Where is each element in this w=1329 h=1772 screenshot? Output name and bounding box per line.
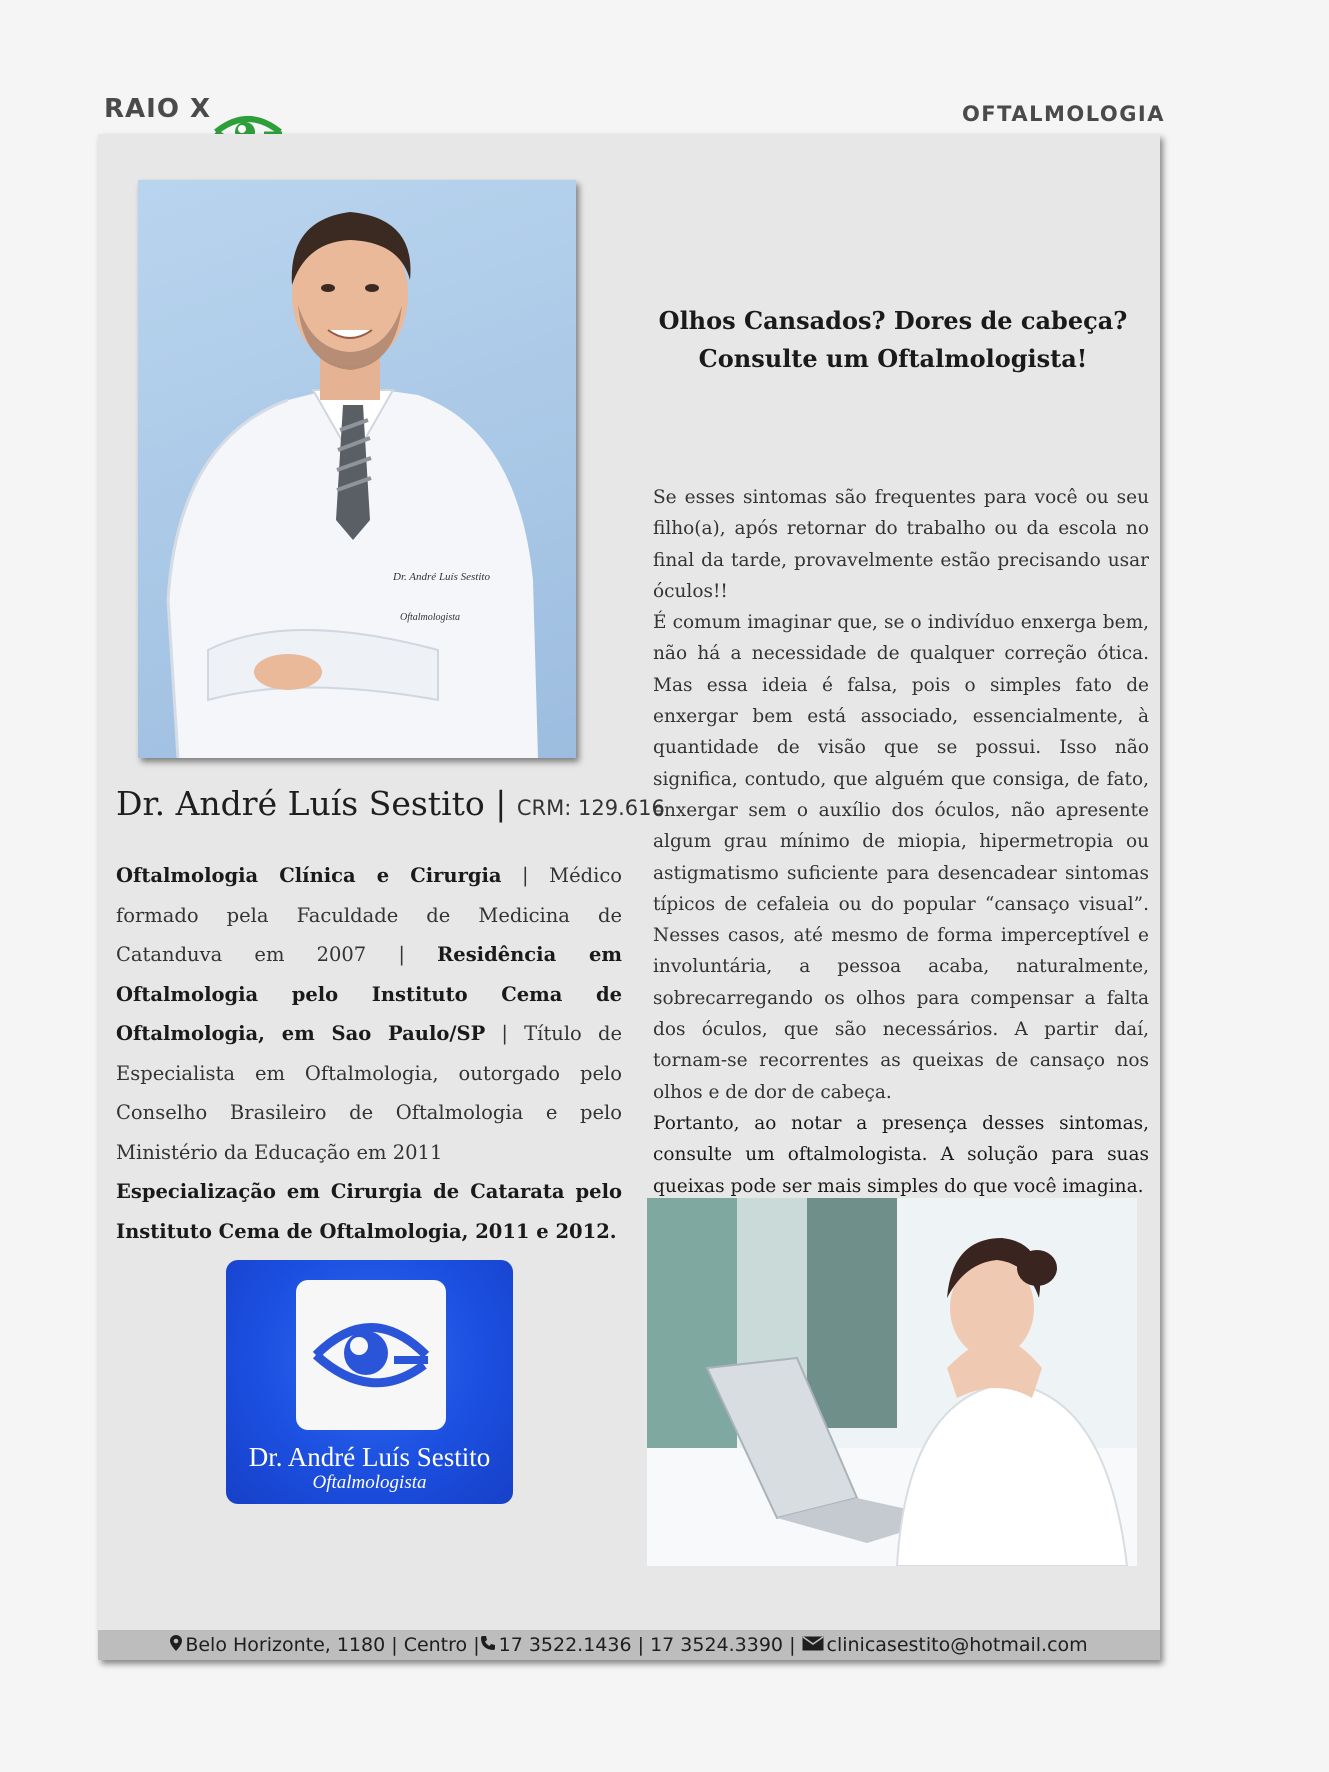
section-label: OFTALMOLOGIA bbox=[961, 102, 1165, 126]
footer-phone-2[interactable]: 17 3524.3390 bbox=[650, 1634, 784, 1656]
footer-address: Belo Horizonte, 1180 bbox=[185, 1634, 386, 1656]
article-paragraph-2: É comum imaginar que, se o indivíduo enxerga bem, não há a necessidade de qualquer correção ótica. Mas essa ideia é falsa, pois o simples fato de enxergar bem está associado, essencialmente, à quantidade de visão que se possui. Isso não significa, contudo, que alguém que consiga, de fato, enxergar sem o auxílio dos óculos, não apresente algum grau mínimo de miopia, hipermetropia ou astigmatismo suficiente para desencadear sintomas típicos de cefaleia ou do popular “cansaço visual”. Nesses casos, até mesmo de forma imperceptível e involuntária, a pessoa acaba, naturalmente, sobrecarregando os olhos para compensar a falta dos óculos, que são necessários. A partir daí, tornam-se recorrentes as queixas de cansaço nos olhos e de dor de cabeça. bbox=[653, 612, 1149, 1103]
logo-doctor-name: Dr. André Luís Sestito bbox=[248, 1442, 491, 1472]
bio-education: | Médico formado pela Faculdade de Medicina de Catanduva em 2007 | bbox=[116, 864, 622, 966]
clinic-logo-card bbox=[226, 1260, 513, 1504]
footer-phone-1[interactable]: 17 3522.1436 bbox=[498, 1634, 632, 1656]
doctor-name-line bbox=[116, 784, 665, 823]
footer-district: Centro bbox=[403, 1634, 468, 1656]
article-paragraph-1: Se esses sintomas são frequentes para você ou seu filho(a), após retornar do trabalho ou da escola no final da tarde, provavelmente estão precisando usar óculos!! bbox=[653, 487, 1149, 602]
footer-sep-3: | bbox=[631, 1634, 651, 1656]
doctor-portrait-illustration bbox=[138, 180, 576, 758]
bio-specialization: Especialização em Cirurgia de Catarata pelo Instituto Cema de Oftalmologia, 2011 e 2012. bbox=[116, 1180, 622, 1243]
bio-title: | Título de Especialista em Oftalmologia, outorgado pelo Conselho Brasileiro de Oftalmologia e pelo Ministério da Educação em 2011 bbox=[116, 1022, 622, 1164]
masthead-title-line1: RAIO X bbox=[104, 94, 212, 124]
footer-sep-1: | bbox=[385, 1634, 404, 1656]
logo-subtitle: Oftalmologista bbox=[312, 1472, 427, 1493]
headline-line1: Olhos Cansados? Dores de cabeça? bbox=[658, 306, 1128, 335]
phone-icon bbox=[480, 1634, 496, 1656]
doctor-bio bbox=[116, 856, 622, 1251]
crm-number: CRM: 129.616 bbox=[516, 796, 665, 820]
contact-footer bbox=[98, 1630, 1160, 1660]
footer-sep-2: | bbox=[467, 1634, 480, 1656]
doctor-name: Dr. André Luís Sestito bbox=[116, 784, 485, 823]
envelope-icon bbox=[802, 1634, 824, 1656]
article-body bbox=[653, 482, 1149, 1202]
footer-sep-4: | bbox=[783, 1634, 802, 1656]
bio-residency: Residência em Oftalmologia pelo Instituto Cema de Oftalmologia, em Sao Paulo/SP bbox=[116, 943, 622, 1045]
headline-line2: Consulte um Oftalmologista! bbox=[698, 344, 1088, 373]
coat-embroidery-name: Dr. André Luís Sestito bbox=[393, 571, 490, 583]
tired-woman-photo bbox=[647, 1198, 1137, 1566]
eye-logo-icon bbox=[296, 1280, 446, 1430]
bio-specialty: Oftalmologia Clínica e Cirurgia bbox=[116, 864, 502, 887]
coat-embroidery-title: Oftalmologista bbox=[400, 612, 461, 623]
location-pin-icon bbox=[170, 1634, 182, 1656]
article-paragraph-3: Portanto, ao notar a presença desses sintomas, consulte um oftalmologista. A solução para suas queixas pode ser mais simples do que você imagina. bbox=[653, 1112, 1149, 1197]
name-separator: | bbox=[495, 784, 507, 823]
article-headline bbox=[640, 302, 1146, 378]
doctor-photo bbox=[138, 180, 576, 758]
logo-icon-tile bbox=[296, 1280, 446, 1430]
office-illustration bbox=[647, 1198, 1137, 1566]
footer-email[interactable]: clinicasestito@hotmail.com bbox=[826, 1634, 1088, 1656]
